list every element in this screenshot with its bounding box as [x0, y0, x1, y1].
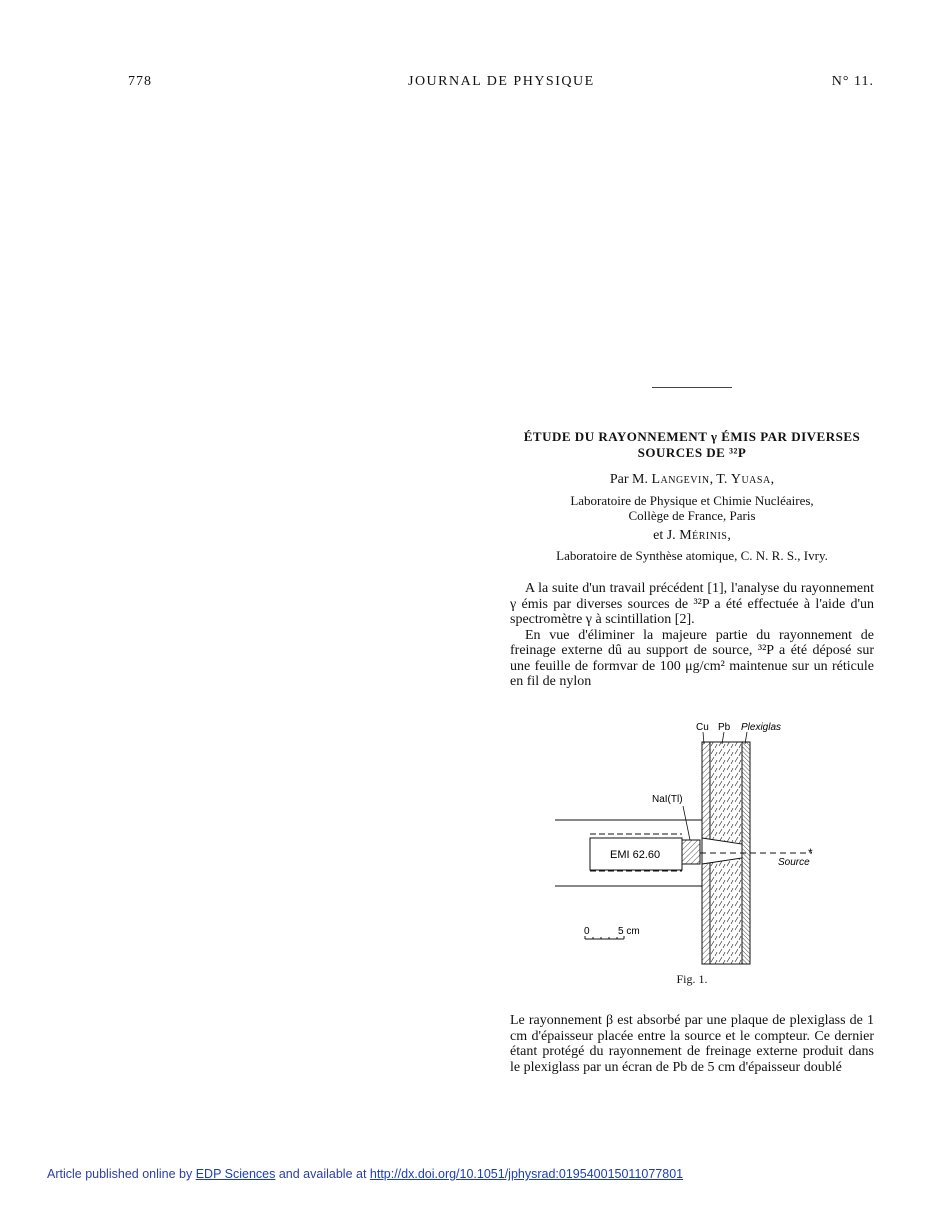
authors2-prefix: et J. — [653, 528, 680, 543]
footer-middle: and available at — [275, 1167, 370, 1181]
section-divider — [652, 387, 732, 388]
doi-link[interactable]: http://dx.doi.org/10.1051/jphysrad:019540015011077801 — [369, 1167, 684, 1181]
body-text-top — [510, 581, 874, 690]
pb-label: Pb — [718, 722, 731, 733]
paragraph-2: En vue d'éliminer la majeure partie du rayonnement de freinage externe dû au support de source, ³²P a été déposé sur une feuille de formvar de 100 μg/cm² maintenue sur un réticule en fil de nylon — [510, 627, 874, 689]
emi-label: EMI 62.60 — [610, 849, 661, 861]
figure-caption: Fig. 1. — [676, 972, 708, 986]
author-merinis: Mérinis — [679, 528, 728, 543]
affiliation-2: Laboratoire de Synthèse atomique, C. N. R. S., Ivry. — [556, 548, 828, 563]
publisher-link[interactable]: EDP Sciences — [195, 1167, 276, 1181]
author-end: , — [770, 472, 775, 487]
journal-title: JOURNAL DE PHYSIQUE — [408, 74, 595, 89]
authors2-end: , — [727, 528, 731, 543]
publication-footer — [47, 1167, 683, 1181]
author-langevin: Langevin — [651, 472, 710, 487]
authors-prefix: Par M. — [609, 472, 652, 487]
nai-label: NaI(Tl) — [652, 794, 683, 805]
author-yuasa: Yuasa — [730, 472, 771, 487]
affiliation-1-line-1: Laboratoire de Physique et Chimie Nucléaires, — [570, 493, 814, 508]
affiliation-1 — [510, 493, 874, 523]
experimental-setup-diagram — [550, 716, 830, 971]
figure-1 — [550, 716, 830, 976]
source-marker: * — [808, 846, 813, 860]
title-line-2: SOURCES DE ³²P — [637, 445, 747, 460]
nai-crystal — [682, 840, 700, 864]
source-label: Source — [778, 857, 810, 868]
body-text-bottom — [510, 1013, 874, 1075]
author-separator: , T. — [709, 472, 731, 487]
title-line-1: ÉTUDE DU RAYONNEMENT γ ÉMIS PAR DIVERSES — [523, 429, 861, 444]
plexiglas-label: Plexiglas — [741, 722, 782, 733]
authors-line — [510, 472, 874, 487]
affiliation-1-line-2: Collège de France, Paris — [628, 508, 756, 523]
authors-line-2 — [510, 528, 874, 543]
issue-number: N° 11. — [831, 74, 874, 89]
scale-five: 5 cm — [618, 926, 640, 937]
page-number: 778 — [128, 74, 152, 89]
paragraph-1: A la suite d'un travail précédent [1], l'analyse du rayonnement γ émis par diverses sources de ³²P a été effectuée à l'aide d'un spectromètre γ à scintillation [2]. — [510, 581, 874, 627]
cu-label: Cu — [696, 722, 709, 733]
paragraph-3: Le rayonnement β est absorbé par une plaque de plexiglass de 1 cm d'épaisseur placée entre la source et le compteur. Ce dernier étant protégé du rayonnement de freinage externe produit dans le plexiglass par un écran de Pb de 5 cm d'épaisseur doublé — [510, 1013, 874, 1075]
footer-prefix: Article published online by — [47, 1167, 196, 1181]
scale-zero: 0 — [584, 926, 590, 937]
article-title — [510, 429, 874, 461]
